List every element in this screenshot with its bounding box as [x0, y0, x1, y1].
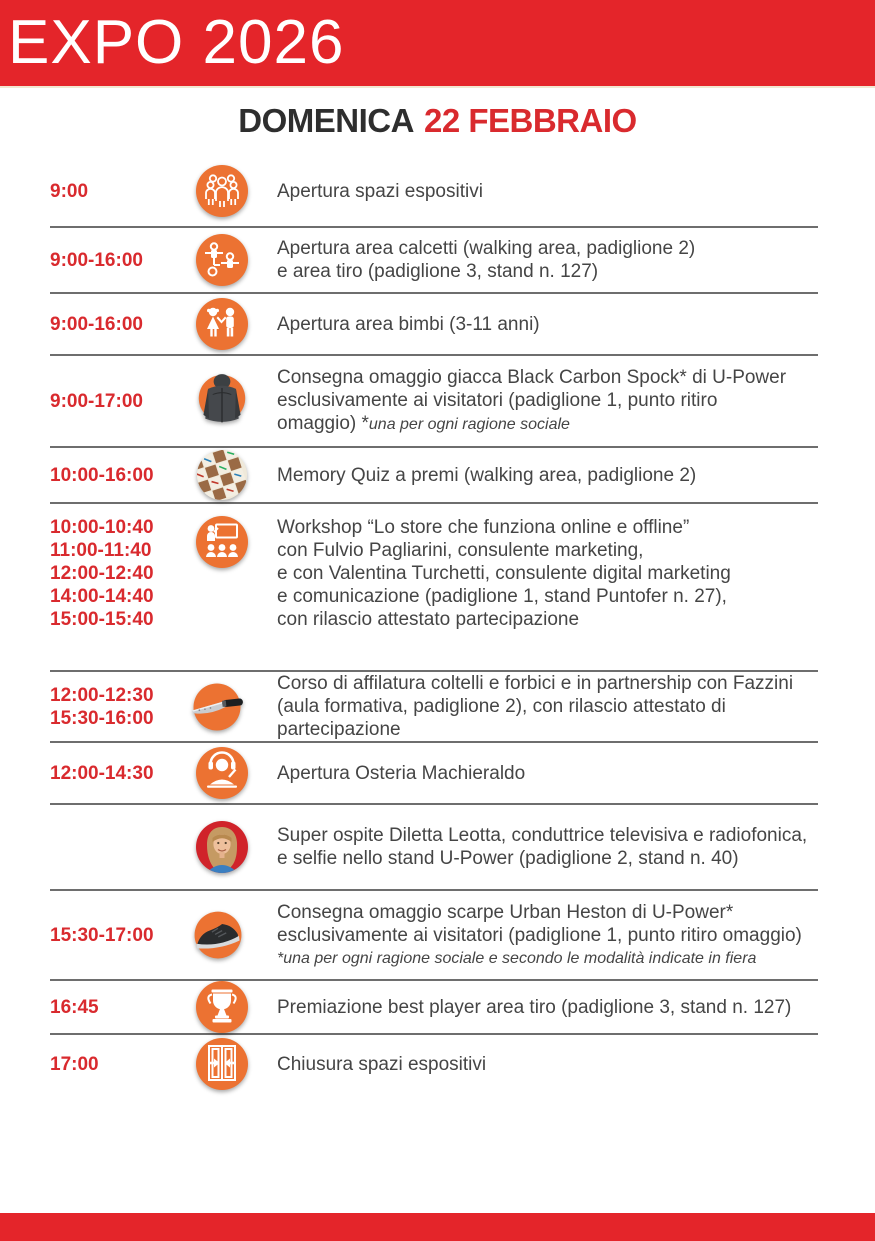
schedule-row [0, 1035, 875, 1093]
schedule-list [0, 156, 875, 1093]
crowd-icon [196, 165, 248, 217]
guest-photo [196, 821, 248, 873]
schedule-row [0, 805, 875, 889]
closing-doors-icon [196, 1038, 248, 1090]
event-time: 10:00-10:40 11:00-11:40 12:00-12:40 14:00-14:40 15:00-15:40 [50, 517, 154, 630]
workshop-icon [196, 516, 248, 568]
jacket-photo [196, 368, 248, 434]
memory-cards-photo [196, 449, 248, 501]
schedule-row [0, 672, 875, 741]
schedule-row [0, 228, 875, 292]
title-day: DOMENICA [238, 102, 414, 139]
event-description: Apertura area calcetti (walking area, padiglione 2) e area tiro (padiglione 3, stand n. 127) [277, 238, 696, 282]
event-description: Consegna omaggio giacca Black Carbon Spock* di U-Power esclusivamente ai visitatori (padiglione 1, punto ritiro omaggio) *una per ogni ragione sociale [277, 367, 787, 434]
event-time: 15:30-17:00 [50, 924, 154, 946]
schedule-row [0, 891, 875, 979]
event-description: Memory Quiz a premi (walking area, padiglione 2) [277, 464, 697, 486]
event-note: una per ogni ragione sociale [368, 416, 570, 433]
event-description: Apertura spazi espositivi [277, 180, 483, 202]
event-description: Chiusura spazi espositivi [277, 1053, 487, 1075]
header-banner [0, 0, 875, 88]
schedule-row [0, 356, 875, 446]
children-icon [196, 298, 248, 350]
sneaker-photo [196, 907, 248, 963]
event-time: 16:45 [50, 996, 99, 1018]
event-description: Premiazione best player area tiro (padiglione 3, stand n. 127) [277, 996, 792, 1018]
footer-bar [0, 1213, 875, 1241]
note-prefix: omaggio) * [277, 413, 369, 434]
event-time: 9:00-16:00 [50, 249, 143, 271]
host-headphones-icon [196, 747, 248, 799]
title-date: 22 FEBBRAIO [423, 102, 637, 139]
event-time: 9:00 [50, 180, 89, 202]
page-title [0, 102, 875, 140]
schedule-row [0, 504, 875, 670]
banner-title: EXPO 2026 [8, 8, 345, 77]
event-time: 10:00-16:00 [50, 464, 154, 486]
event-description: Apertura area bimbi (3-11 anni) [277, 313, 540, 335]
foosball-icon [196, 234, 248, 286]
event-description: Workshop “Lo store che funziona online e offline” con Fulvio Pagliarini, consulente marketing, e con Valentina Turchetti, consulente digital marketing e comunicazione (padiglione 1, stand Puntofer n. 27), con rilascio attestato partecipazione [277, 517, 731, 630]
schedule-row [0, 448, 875, 502]
schedule-row [0, 294, 875, 354]
event-time: 17:00 [50, 1053, 99, 1075]
event-description: Super ospite Diletta Leotta, conduttrice televisiva e radiofonica, e selfie nello stand U-Power (padiglione 2, stand n. 40) [277, 825, 808, 869]
knife-photo [196, 679, 248, 735]
schedule-row [0, 981, 875, 1033]
event-description: Corso di affilatura coltelli e forbici e in partnership con Fazzini (aula formativa, padiglione 2), con rilascio attestato di partecipazione [277, 673, 794, 740]
event-time: 9:00-16:00 [50, 313, 143, 335]
schedule-row [0, 743, 875, 803]
event-time: 12:00-14:30 [50, 762, 154, 784]
event-note: *una per ogni ragione sociale e secondo le modalità indicate in fiera [277, 949, 757, 967]
event-description: Apertura Osteria Machieraldo [277, 762, 526, 784]
event-time: 9:00-17:00 [50, 390, 143, 412]
event-description: Consegna omaggio scarpe Urban Heston di U-Power* esclusivamente ai visitatori (padiglione 1, punto ritiro omaggio) *una per ogni ragione sociale e secondo le modalità indicate in fiera [248, 901, 825, 970]
event-time: 12:00-12:30 15:30-16:00 [50, 684, 154, 729]
trophy-icon [196, 981, 248, 1033]
schedule-row [0, 156, 875, 226]
